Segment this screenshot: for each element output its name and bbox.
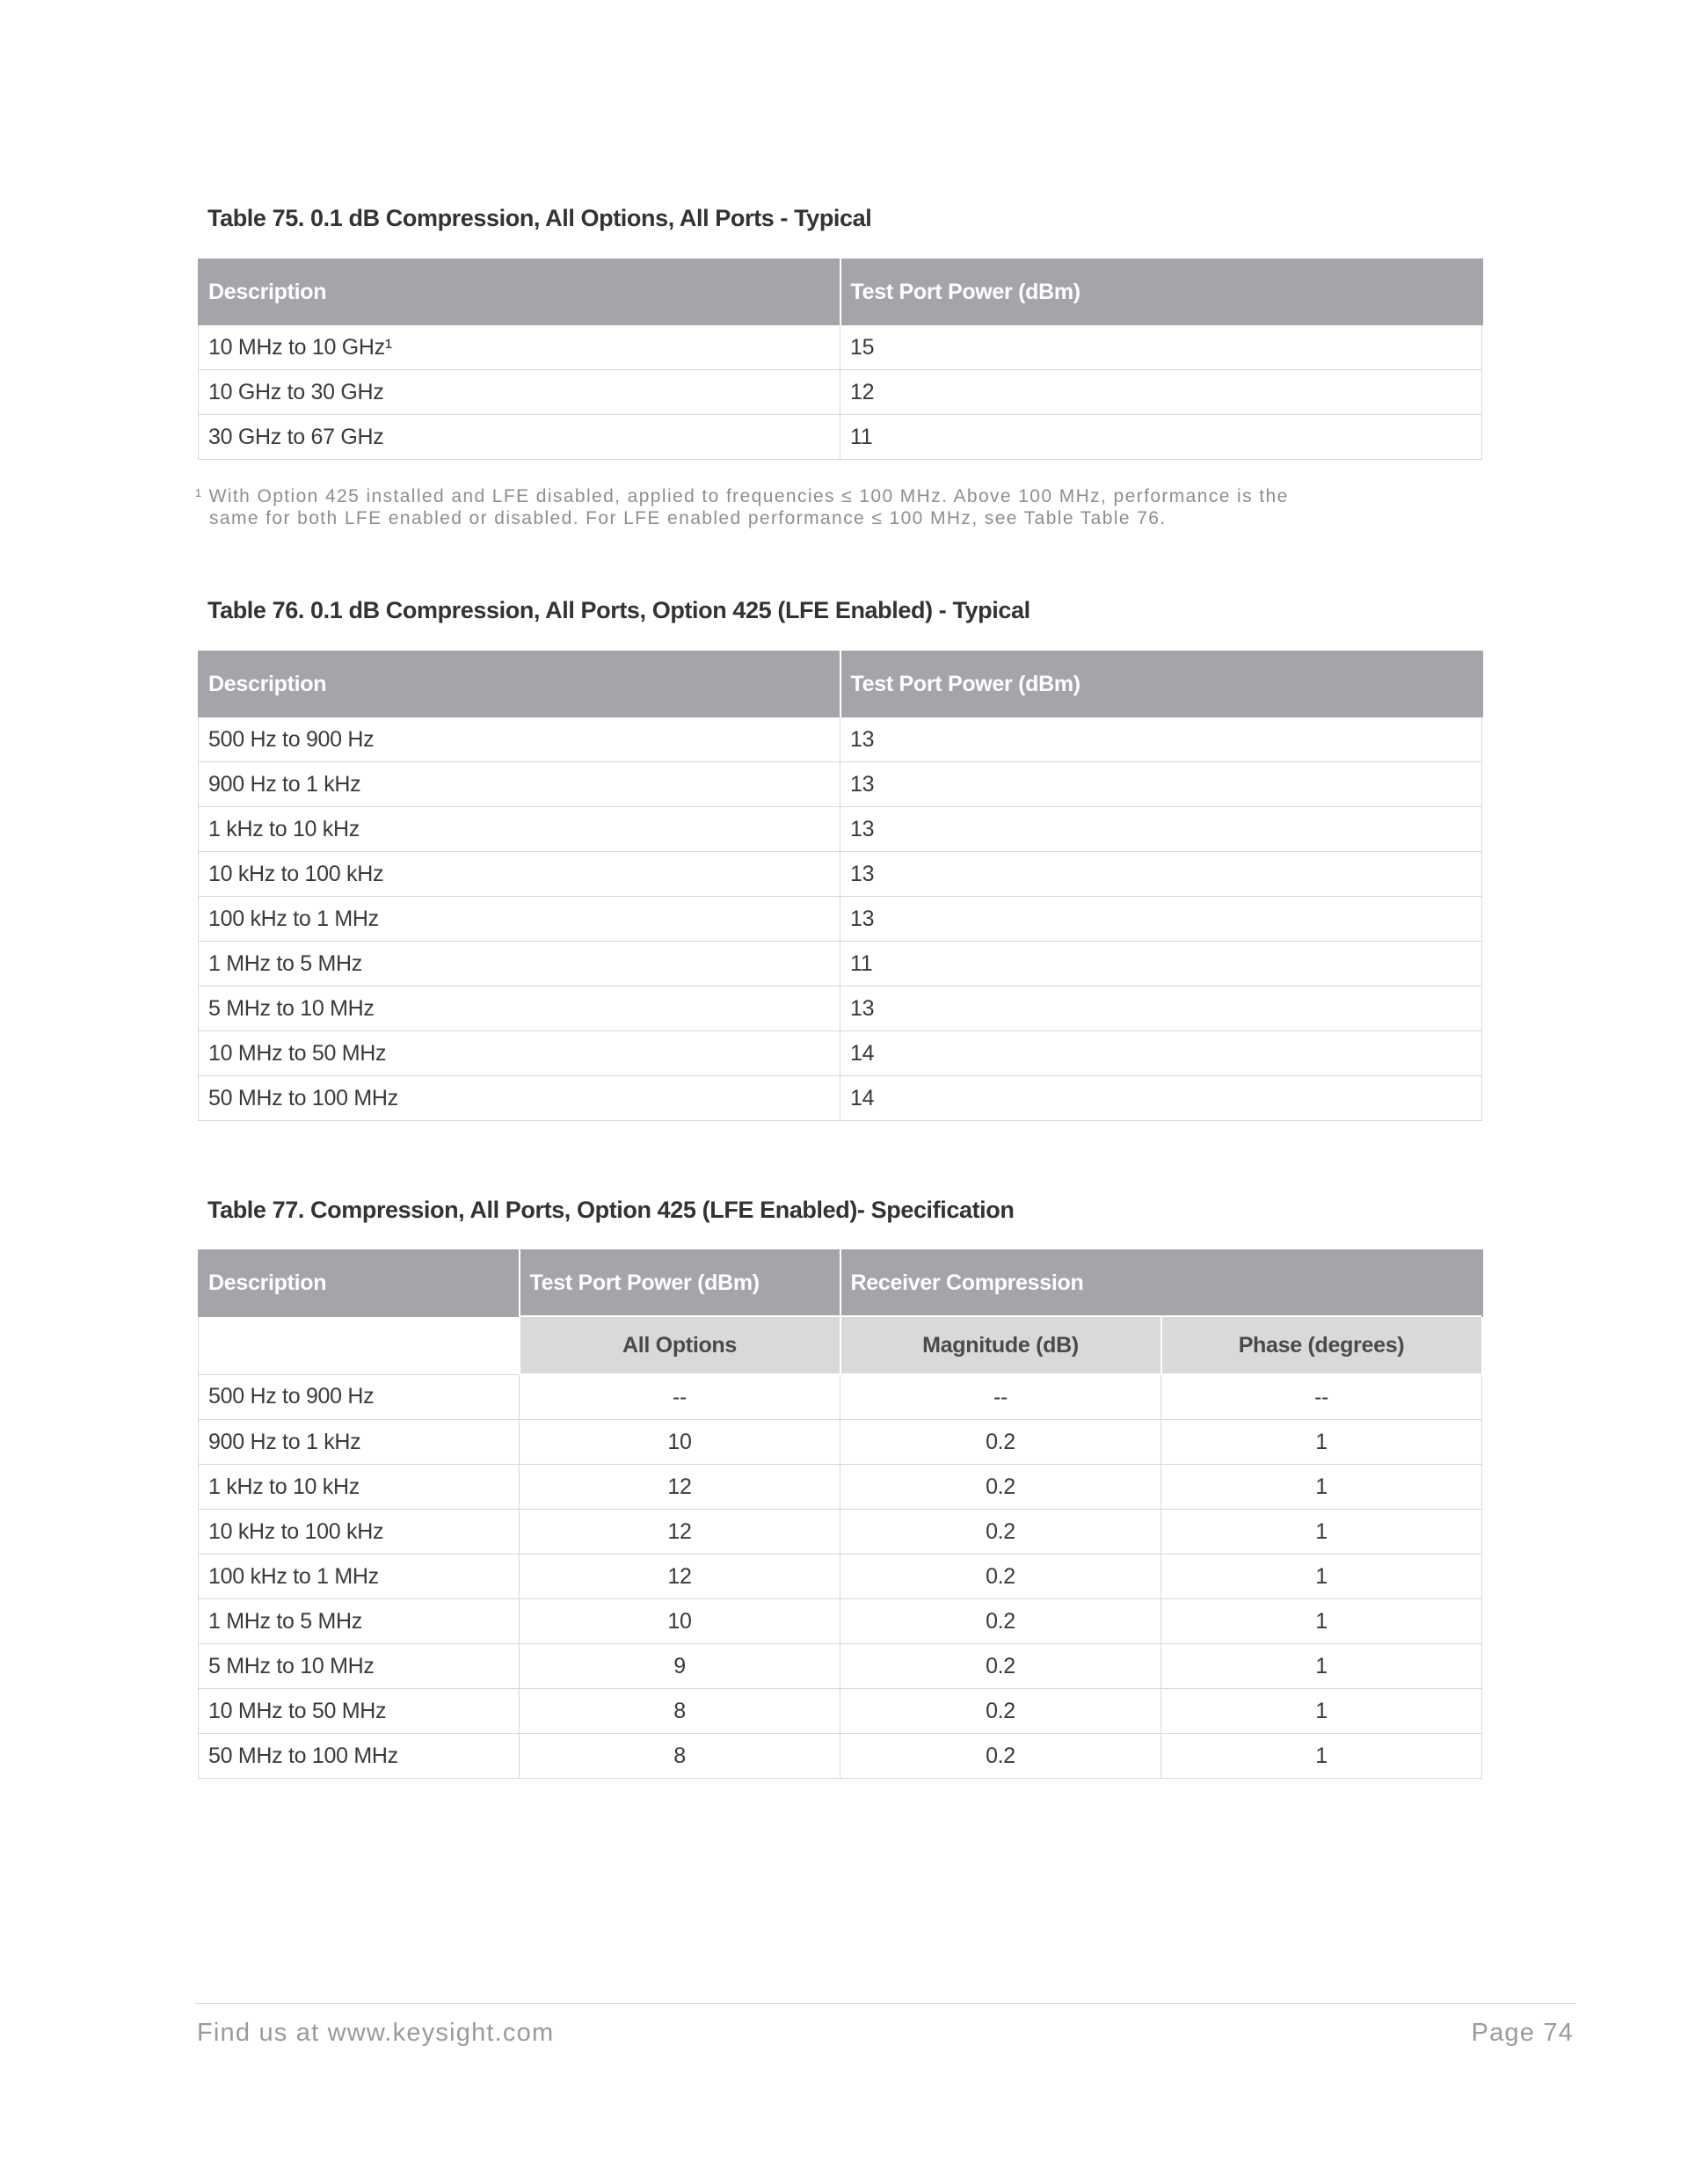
cell-power: 13 [840,852,1482,897]
table-row [199,852,1482,897]
table-header-row [199,1250,1482,1317]
cell-description: 100 kHz to 1 MHz [199,897,840,942]
table-row [199,1465,1482,1510]
cell-power: 13 [840,807,1482,852]
table-row [199,1374,1482,1420]
cell-power: 12 [520,1554,840,1599]
table-row [199,1076,1482,1121]
cell-power: 9 [520,1644,840,1689]
table-header-row [199,652,1482,717]
cell-power: 10 [520,1599,840,1644]
cell-description: 500 Hz to 900 Hz [199,1374,520,1420]
cell-description: 10 kHz to 100 kHz [199,1510,520,1554]
cell-power: 8 [520,1689,840,1734]
page-number: Page 74 [1471,2019,1574,2047]
cell-description: 10 MHz to 50 MHz [199,1689,520,1734]
table-row [199,1554,1482,1599]
cell-phase: 1 [1161,1734,1482,1779]
cell-phase: 1 [1161,1465,1482,1510]
cell-description: 900 Hz to 1 kHz [199,1420,520,1465]
cell-phase: 1 [1161,1689,1482,1734]
cell-description: 10 kHz to 100 kHz [199,852,840,897]
table-row [199,1644,1482,1689]
table-row [199,1420,1482,1465]
table-row [199,986,1482,1031]
table-row [199,415,1482,460]
table-77-caption: Table 77. Compression, All Ports, Option 425 (LFE Enabled)- Specification [207,1197,1015,1223]
cell-description: 10 MHz to 10 GHz¹ [199,325,840,370]
cell-description: 5 MHz to 10 MHz [199,1644,520,1689]
header-receiver-compression: Receiver Compression [840,1250,1482,1317]
cell-power: 12 [520,1465,840,1510]
cell-power: -- [520,1374,840,1420]
cell-description: 30 GHz to 67 GHz [199,415,840,460]
cell-power: 13 [840,897,1482,942]
cell-magnitude: 0.2 [840,1599,1161,1644]
cell-phase: 1 [1161,1644,1482,1689]
cell-power: 13 [840,762,1482,807]
cell-magnitude: 0.2 [840,1465,1161,1510]
cell-description: 10 GHz to 30 GHz [199,370,840,415]
cell-phase: 1 [1161,1510,1482,1554]
cell-magnitude: 0.2 [840,1420,1161,1465]
header-test-port-power: Test Port Power (dBm) [840,652,1482,717]
subheader-blank [199,1316,520,1374]
cell-power: 14 [840,1031,1482,1076]
cell-magnitude: 0.2 [840,1689,1161,1734]
cell-description: 900 Hz to 1 kHz [199,762,840,807]
table-row [199,1734,1482,1779]
table-row [199,1031,1482,1076]
cell-phase: -- [1161,1374,1482,1420]
table-row [199,325,1482,370]
cell-phase: 1 [1161,1420,1482,1465]
table-row [199,1599,1482,1644]
cell-power: 13 [840,986,1482,1031]
cell-description: 500 Hz to 900 Hz [199,717,840,762]
header-description: Description [199,1250,520,1317]
cell-magnitude: 0.2 [840,1554,1161,1599]
cell-description: 10 MHz to 50 MHz [199,1031,840,1076]
table-subheader-row [199,1316,1482,1374]
table-row [199,762,1482,807]
table-76 [198,651,1483,1121]
cell-magnitude: -- [840,1374,1161,1420]
cell-description: 100 kHz to 1 MHz [199,1554,520,1599]
table-header-row [199,259,1482,325]
header-description: Description [199,652,840,717]
cell-power: 8 [520,1734,840,1779]
subheader-magnitude: Magnitude (dB) [840,1316,1161,1374]
table-row [199,897,1482,942]
cell-power: 14 [840,1076,1482,1121]
cell-power: 11 [840,415,1482,460]
header-description: Description [199,259,840,325]
header-test-port-power: Test Port Power (dBm) [520,1250,840,1317]
cell-power: 10 [520,1420,840,1465]
cell-description: 5 MHz to 10 MHz [199,986,840,1031]
header-test-port-power: Test Port Power (dBm) [840,259,1482,325]
table-row [199,807,1482,852]
footer-website-link[interactable]: Find us at www.keysight.com [197,2019,555,2047]
cell-phase: 1 [1161,1554,1482,1599]
cell-description: 1 MHz to 5 MHz [199,1599,520,1644]
cell-description: 50 MHz to 100 MHz [199,1076,840,1121]
table-75-footnote-line1: ¹ With Option 425 installed and LFE disabled, applied to frequencies ≤ 100 MHz. Above 100 MHz, performance is the [195,486,1289,506]
table-row [199,370,1482,415]
cell-power: 12 [840,370,1482,415]
table-row [199,717,1482,762]
table-76-caption: Table 76. 0.1 dB Compression, All Ports, Option 425 (LFE Enabled) - Typical [207,597,1030,623]
cell-phase: 1 [1161,1599,1482,1644]
cell-magnitude: 0.2 [840,1510,1161,1554]
cell-description: 50 MHz to 100 MHz [199,1734,520,1779]
cell-power: 11 [840,942,1482,986]
table-row [199,942,1482,986]
table-75 [198,258,1483,460]
cell-description: 1 MHz to 5 MHz [199,942,840,986]
table-row [199,1510,1482,1554]
subheader-phase: Phase (degrees) [1161,1316,1482,1374]
table-77 [198,1249,1483,1779]
subheader-all-options: All Options [520,1316,840,1374]
table-75-caption: Table 75. 0.1 dB Compression, All Options, All Ports - Typical [207,205,872,231]
cell-power: 13 [840,717,1482,762]
cell-power: 12 [520,1510,840,1554]
footer-divider [195,2003,1575,2004]
table-75-footnote-line2: same for both LFE enabled or disabled. For LFE enabled performance ≤ 100 MHz, see Table Table 76. [209,508,1167,528]
cell-description: 1 kHz to 10 kHz [199,807,840,852]
cell-magnitude: 0.2 [840,1734,1161,1779]
cell-magnitude: 0.2 [840,1644,1161,1689]
table-row [199,1689,1482,1734]
cell-description: 1 kHz to 10 kHz [199,1465,520,1510]
cell-power: 15 [840,325,1482,370]
